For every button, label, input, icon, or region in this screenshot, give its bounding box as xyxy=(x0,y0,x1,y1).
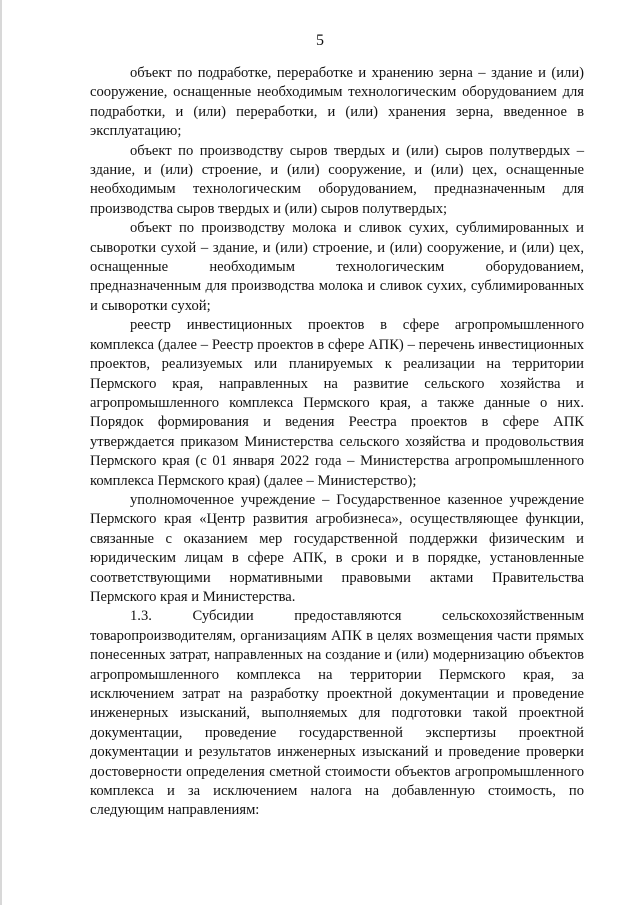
document-body xyxy=(90,64,584,821)
page-edge-shadow xyxy=(0,0,2,905)
paragraph-authorized-institution: уполномоченное учреждение – Государственное казенное учреждение Пермского края «Центр развития агробизнеса», осуществляющее функции, связанные с оказанием мер государственной поддержки физическим и юридическим лицам в сфере АПК, в сроки и в порядке, установленные соответствующими нормативными правовыми актами Правительства Пермского края и Министерства. xyxy=(90,491,584,605)
paragraph-dry-milk-facility: объект по производству молока и сливок сухих, сублимированных и сыворотки сухой – здание, и (или) строение, и (или) сооружение, и (или) цех, оснащенные необходимым технологическим оборудованием, предназначенным для производства молока и сливок сухих, сублимированных и сыворотки сухой; xyxy=(90,220,584,314)
paragraph-cheese-facility: объект по производству сыров твердых и (или) сыров полутвердых – здание, и (или) строение, и (или) сооружение, и (или) цех, оснащенные необходимым технологическим оборудованием, предназначенным для производства сыров твердых и (или) сыров полутвердых; xyxy=(90,142,584,217)
paragraph-grain-facility: объект по подработке, переработке и хранению зерна – здание и (или) сооружение, оснащенные необходимым технологическим оборудованием для подработки, и (или) переработки, и (или) хранения зерна, введенное в эксплуатацию; xyxy=(90,65,584,140)
paragraph-subsidies-1-3: 1.3. Субсидии предоставляются сельскохозяйственным товаропроизводителям, организациям АПК в целях возмещения части прямых понесенных затрат, направленных на создание и (или) модернизацию объектов агропромышленного комплекса на территории Пермского края, за исключением затрат на разработку проектной документации и проведение инженерных изысканий, выполняемых для подготовки такой проектной документации, проведение государственной экспертизы проектной документации и результатов инженерных изысканий и проведение проверки достоверности определения сметной стоимости объектов агропромышленного комплекса и за исключением налога на добавленную стоимость, по следующим направлениям: xyxy=(90,608,584,819)
paragraph-investment-registry: реестр инвестиционных проектов в сфере агропромышленного комплекса (далее – Реестр проектов в сфере АПК) – перечень инвестиционных проектов, реализуемых или планируемых к реализации на территории Пермского края, направленных на развитие сельского хозяйства и агропромышленного комплекса Пермского края, а также данные о них. Порядок формирования и ведения Реестра проектов в сфере АПК утверждается приказом Министерства сельского хозяйства и продовольствия Пермского края (с 01 января 2022 года – Министерства агропромышленного комплекса Пермского края) (далее – Министерство); xyxy=(90,317,584,489)
page-number: 5 xyxy=(316,32,324,49)
